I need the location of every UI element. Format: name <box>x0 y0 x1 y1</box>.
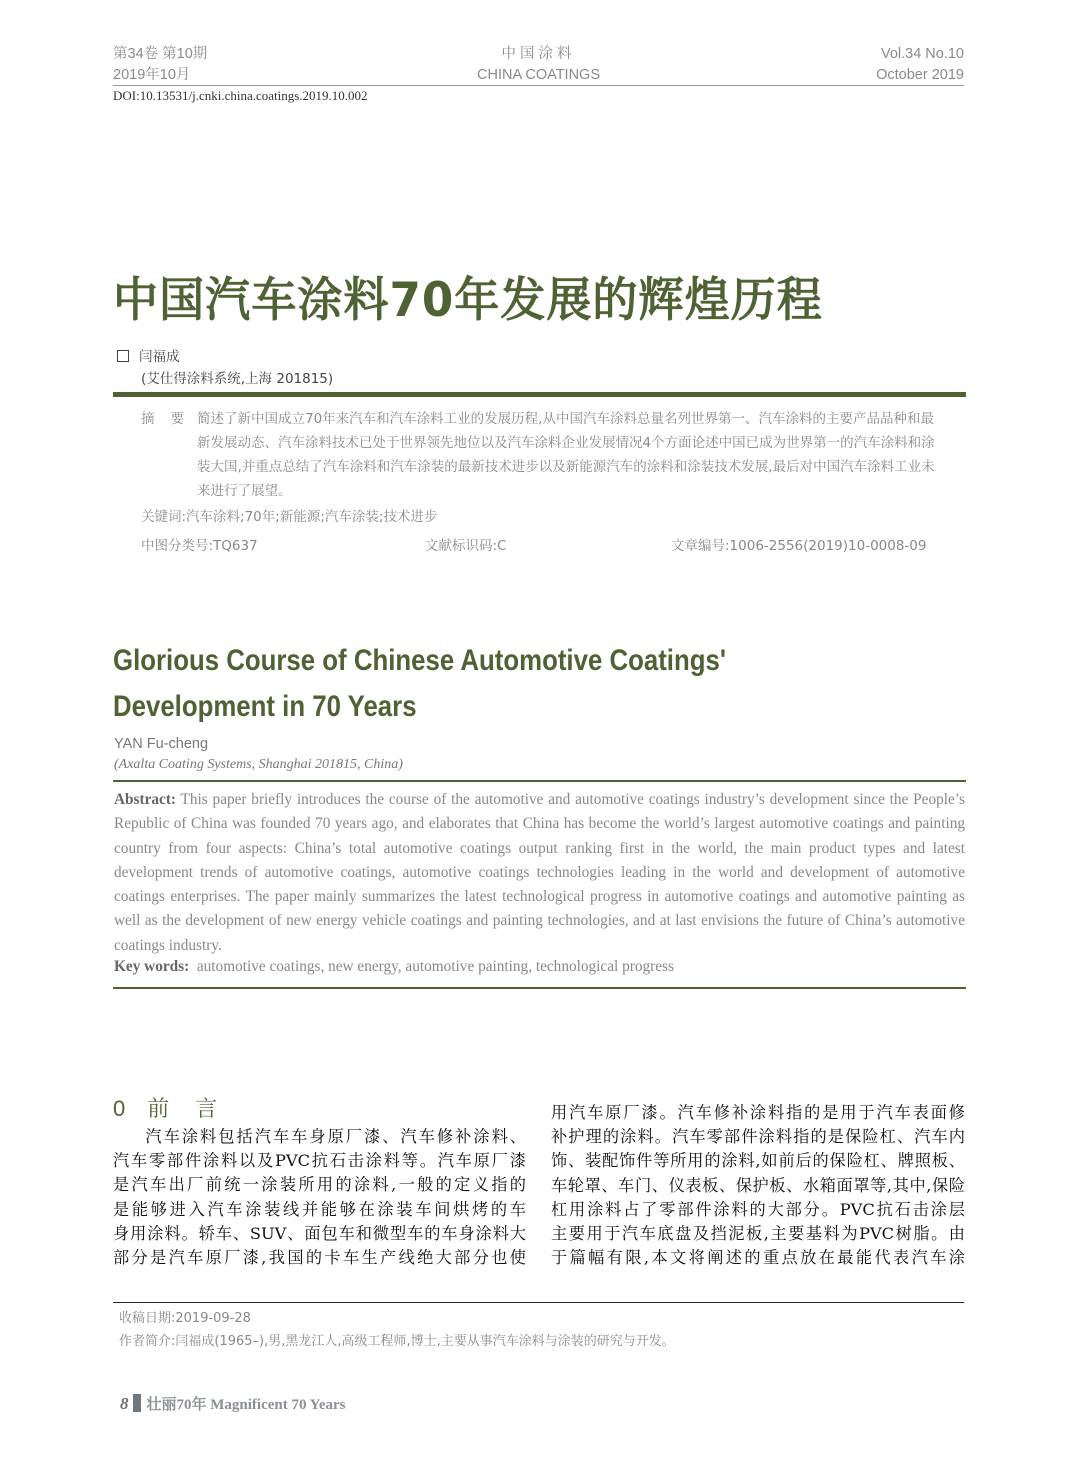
journal-name-en: CHINA COATINGS <box>477 67 600 83</box>
date-en: October 2019 <box>876 67 964 83</box>
abstract-en <box>114 788 965 958</box>
clc-number: 中图分类号:TQ637 <box>141 538 258 554</box>
page-number: 8 <box>120 1394 129 1413</box>
body-line: 主要用于汽车底盘及挡泥板,主要基料为PVC树脂。由 <box>551 1224 965 1244</box>
author-en: YAN Fu-cheng <box>114 736 209 752</box>
body-line: 杠用涂料占了零部件涂料的大部分。PVC抗石击涂层 <box>551 1199 965 1219</box>
page-footer <box>120 1393 346 1414</box>
keywords-text-en: automotive coatings, new energy, automotive painting, technological progress <box>189 958 674 975</box>
body-column-right <box>551 1101 965 1270</box>
keywords-label-en: Key words: <box>114 958 190 975</box>
volume-issue-en: Vol.34 No.10 <box>880 46 964 62</box>
checkbox-square-icon <box>117 350 129 362</box>
affiliation-cn: (艾仕得涂料系统,上海 201815) <box>141 371 334 387</box>
body-line: 补护理的涂料。汽车零部件涂料指的是保险杠、汽车内 <box>551 1127 965 1147</box>
body-line: 汽车零部件涂料以及PVC抗石击涂料等。汽车原厂漆 <box>113 1151 526 1171</box>
title-en-line2: Development in 70 Years <box>113 690 417 723</box>
title-en-line1: Glorious Course of Chinese Automotive Coatings' <box>113 644 726 677</box>
body-column-left <box>113 1125 526 1270</box>
body-line: 汽车涂料包括汽车车身原厂漆、汽车修补涂料、 <box>145 1127 526 1146</box>
divider <box>113 780 966 782</box>
abstract-text-en: This paper briefly introduces the course of the automotive and automotive coatings industry’s development since the People’s Republic of China was founded 70 years ago, and elaborates that China has become the world’s largest automotive coatings and painting country from four aspects: China’s total automotive coatings output ranking first in the world, the main product types and latest development trends of automotive coatings, automotive coatings technologies leading in the world and development of automotive coatings enterprises. The paper mainly summarizes the latest technological progress in automotive coatings and automotive painting as well as the development of new energy vehicle coatings and painting technologies, and at last envisions the future of China’s automotive coatings industry. <box>114 791 965 954</box>
doi: DOI:10.13531/j.cnki.china.coatings.2019.10.002 <box>113 88 368 103</box>
footer-bar-icon <box>133 1394 141 1412</box>
divider <box>113 392 966 397</box>
abstract-label-cn: 摘要: <box>141 411 221 427</box>
body-line: 饰、装配饰件等所用的涂料,如前后的保险杠、牌照板、 <box>551 1151 965 1171</box>
abstract-cn <box>141 407 941 503</box>
author-bio: 作者简介:闫福成(1965–),男,黑龙江人,高级工程师,博士,主要从事汽车涂料与涂装的研究与开发。 <box>119 1334 675 1349</box>
journal-name-cn: 中国涂料 <box>501 46 576 62</box>
abstract-label-en: Abstract: <box>114 791 177 808</box>
body-line: 于篇幅有限,本文将阐述的重点放在最能代表汽车涂 <box>551 1248 965 1268</box>
author-cn <box>117 345 180 365</box>
body-line: 身用涂料。轿车、SUV、面包车和微型车的车身涂料大 <box>113 1223 526 1243</box>
section-heading <box>113 1092 243 1123</box>
body-line: 车轮罩、车门、仪表板、保护板、水箱面罩等,其中,保险 <box>551 1175 965 1195</box>
volume-issue-cn: 第34卷 第10期 <box>113 46 208 62</box>
section-title: 前言 <box>147 1097 244 1122</box>
journal-name <box>113 44 964 86</box>
keywords-cn: 关键词:汽车涂料;70年;新能源;汽车涂装;技术进步 <box>141 509 438 525</box>
running-header <box>113 44 964 86</box>
article-number: 文章编号:1006-2556(2019)10-0008-09 <box>671 538 927 554</box>
issue-info-en <box>876 44 964 86</box>
body-line: 部分是汽车原厂漆,我国的卡车生产线绝大部分也使 <box>113 1248 526 1268</box>
title-cn: 中国汽车涂料70年发展的辉煌历程 <box>113 273 823 328</box>
date-cn: 2019年10月 <box>113 67 191 83</box>
author-name-cn: 闫福成 <box>139 349 180 365</box>
keywords-en <box>114 958 674 976</box>
abstract-text-cn: 简述了新中国成立70年来汽车和汽车涂料工业的发展历程,从中国汽车涂料总量名列世界第一、汽车涂料的主要产品品种和最新发展动态、汽车涂料技术已处于世界领先地位以及汽车涂料企业发展情况4个方面论述中国已成为世界第一的汽车涂料和涂装大国,并重点总结了汽车涂料和汽车涂装的最新技术进步以及新能源汽车的涂料和涂装技术发展,最后对中国汽车涂料工业未来进行了展望。 <box>197 411 935 499</box>
affiliation-en: (Axalta Coating Systems, Shanghai 201815, China) <box>114 757 403 772</box>
body-line: 是汽车出厂前统一涂装所用的涂料,一般的定义指的 <box>113 1175 526 1195</box>
received-date: 收稿日期:2019-09-28 <box>119 1311 251 1326</box>
footnote-divider <box>113 1302 964 1303</box>
running-title: 壮丽70年 Magnificent 70 Years <box>146 1397 346 1413</box>
body-line: 是能够进入汽车涂装线并能够在涂装车间烘烤的车 <box>113 1199 526 1219</box>
section-number: 0 <box>113 1096 126 1121</box>
title-en <box>113 638 726 730</box>
divider <box>113 987 966 989</box>
document-code: 文献标识码:C <box>425 538 507 554</box>
body-line: 用汽车原厂漆。汽车修补涂料指的是用于汽车表面修 <box>551 1103 965 1122</box>
